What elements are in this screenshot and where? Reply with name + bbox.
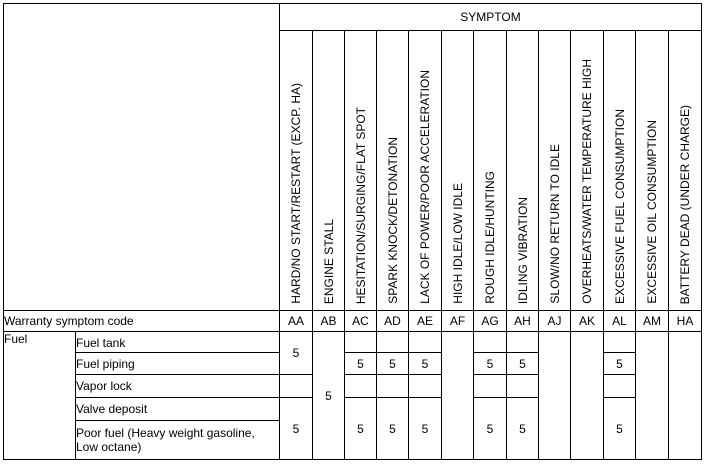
value-cell [377,375,409,398]
code-cell: AG [474,311,507,332]
symptom-name: IDLING VIBRATION [515,196,530,304]
symptom-col-aa [280,31,313,311]
value-cell: 5 [507,398,539,460]
code-cell: AM [636,311,669,332]
row-label: Fuel piping [76,353,280,375]
symptom-col-ak [571,31,604,311]
symptom-table [3,3,702,460]
value-cell [539,332,571,460]
value-cell [345,332,377,353]
symptom-name: ROUGH IDLE/HUNTING [483,171,497,304]
value-cell: 5 [313,332,345,460]
table-row [4,332,702,353]
value-cell [409,332,442,353]
value-cell [345,375,377,398]
value-cell: 5 [345,353,377,375]
code-cell: HA [669,311,702,332]
symptom-col-ab [313,31,345,311]
row-label: Poor fuel (Heavy weight gasoline, Low octane) [76,421,280,460]
symptom-col-ha [669,31,702,311]
code-cell: AK [571,311,604,332]
symptom-col-am [636,31,669,311]
value-cell [636,332,669,460]
value-cell: 5 [507,353,539,375]
symptom-col-ae [409,31,442,311]
value-cell [474,375,507,398]
symptom-col-ah [507,31,539,311]
symptom-name: HIGH IDLE/LOW IDLE [450,183,465,304]
value-cell: 5 [280,398,313,460]
symptom-col-ac [345,31,377,311]
value-cell: 5 [345,398,377,460]
value-cell [409,375,442,398]
value-cell [669,332,702,460]
symptom-name: BATTERY DEAD (UNDER CHARGE) [678,104,692,304]
value-cell: 5 [377,398,409,460]
value-cell: 5 [604,398,636,460]
value-cell: 5 [409,398,442,460]
value-cell [571,332,604,460]
value-cell: 5 [474,398,507,460]
row-label: Fuel tank [76,332,280,353]
symptom-name: EXCESSIVE OIL CONSUMPTION [645,120,659,304]
value-cell: 5 [409,353,442,375]
code-cell: AJ [539,311,571,332]
code-cell: AL [604,311,636,332]
value-cell [280,375,313,398]
code-cell: AC [345,311,377,332]
header-blank-cell [4,4,280,311]
value-cell [474,332,507,353]
symptom-name: SLOW/NO RETURN TO IDLE [547,144,562,304]
value-cell [507,375,539,398]
value-cell: 5 [474,353,507,375]
warranty-label: Warranty symptom code [4,311,280,332]
code-cell: AH [507,311,539,332]
symptom-name: OVERHEATS/WATER TEMPERATURE HIGH [580,59,594,304]
category-label: Fuel [4,332,76,460]
symptom-col-al [604,31,636,311]
value-cell: 5 [377,353,409,375]
symptom-name: SPARK KNOCK/DETONATION [385,137,400,304]
value-cell [604,375,636,398]
value-cell [377,332,409,353]
symptom-name: EXCESSIVE FUEL CONSUMPTION [612,109,627,304]
value-cell: 5 [280,332,313,375]
code-cell: AA [280,311,313,332]
symptom-col-aj [539,31,571,311]
code-cell: AD [377,311,409,332]
warranty-code-row [4,311,702,332]
symptom-col-ad [377,31,409,311]
value-cell [442,332,474,460]
code-cell: AB [313,311,345,332]
code-cell: AF [442,311,474,332]
value-cell: 5 [604,353,636,375]
symptom-name: HESITATION/SURGING/FLAT SPOT [353,106,368,304]
value-cell [604,332,636,353]
symptom-name: LACK OF POWER/POOR ACCELERATION [418,70,432,304]
code-cell: AE [409,311,442,332]
symptom-col-ag [474,31,507,311]
row-label: Valve deposit [76,398,280,421]
row-label: Vapor lock [76,375,280,398]
symptom-name: HARD/NO START/RESTART (EXCP. HA) [289,83,303,304]
symptom-name: ENGINE STALL [321,218,336,304]
symptom-title: SYMPTOM [280,4,702,31]
symptom-col-af [442,31,474,311]
value-cell [507,332,539,353]
